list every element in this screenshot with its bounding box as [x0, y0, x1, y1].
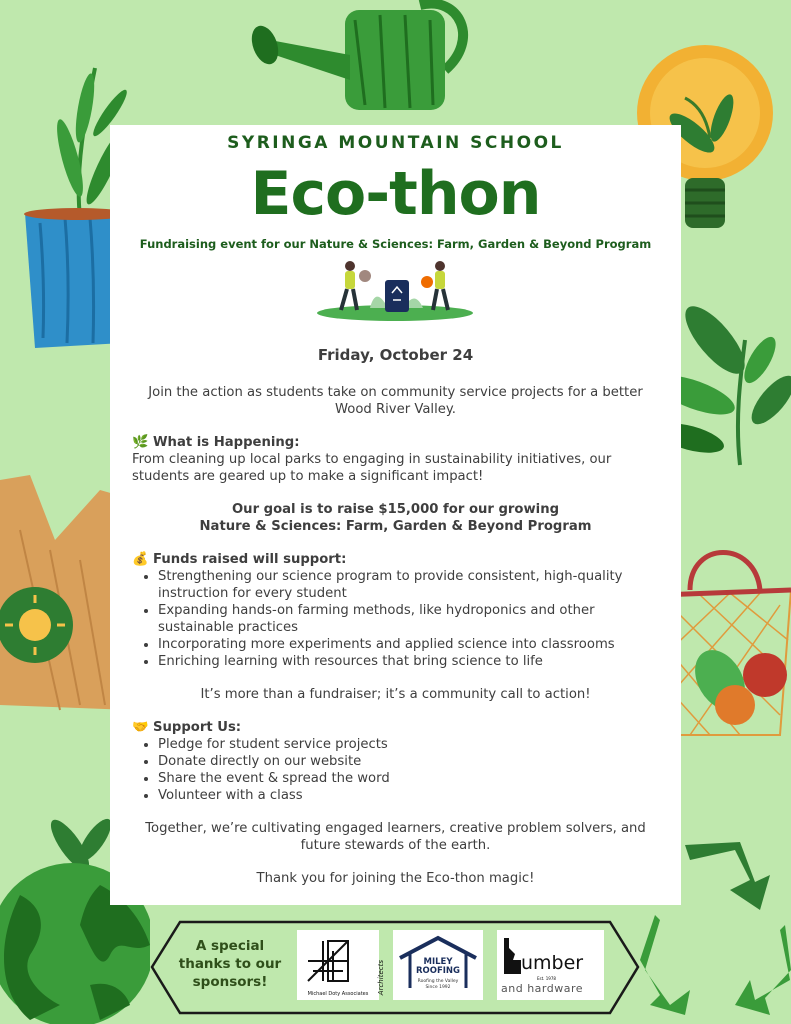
flyer-panel: [110, 125, 681, 905]
callout-text: It’s more than a fundraiser; it’s a community call to action!: [200, 687, 591, 702]
sponsor-logo-lumber: [497, 930, 604, 1000]
list-item: • Volunteer with a class: [158, 787, 659, 804]
list-item: • Pledge for student service projects: [158, 736, 659, 753]
thank-you-line: Thank you for joining the Eco-thon magic!: [256, 871, 535, 886]
event-title: Eco-thon: [250, 159, 541, 229]
watering-can-icon: [245, 0, 475, 125]
sponsor-logo-miley-roofing: [393, 930, 483, 1000]
goal-line-1: Our goal is to raise $15,000 for our growing: [231, 502, 560, 517]
happening-heading: 🌿 What is Happening:: [132, 435, 300, 450]
lumber-est: Est. 1978: [537, 976, 556, 981]
list-item: • Donate directly on our website: [158, 753, 659, 770]
support-list: [132, 736, 659, 804]
herb-icon: 🌿: [132, 435, 149, 450]
architects-caption: Michael Doty Associates: [307, 991, 369, 997]
lumber-sub: and hardware: [501, 982, 584, 995]
list-item: • Share the event & spread the word: [158, 770, 659, 787]
event-intro: Join the action as students take on community service projects for a better Wood River Valley.: [148, 385, 643, 417]
architect-mark-icon: [303, 936, 363, 986]
sponsor-logo-architects: [297, 930, 385, 1000]
lumber-name: umber: [521, 952, 584, 974]
miley-name-2: ROOFING: [415, 966, 461, 976]
list-item: • Strengthening our science program to provide consistent, high-quality instruction for every student: [158, 568, 659, 602]
school-name: SYRINGA MOUNTAIN SCHOOL: [227, 133, 564, 153]
list-item: • Incorporating more experiments and applied science into classrooms: [158, 636, 659, 653]
miley-name-1: MILEY: [423, 957, 453, 967]
miley-tagline-1: Roofing the Valley: [417, 979, 459, 984]
happening-text: From cleaning up local parks to engaging in sustainability initiatives, our students are geared up to make a significant impact!: [132, 452, 612, 484]
money-bag-icon: 💰: [132, 552, 149, 567]
event-subtitle: Fundraising event for our Nature & Sciences: Farm, Garden & Beyond Program: [139, 237, 652, 251]
handshake-icon: 🤝: [132, 720, 149, 735]
flyer-body: [132, 347, 659, 887]
funds-list: [132, 568, 659, 670]
closing-text: Together, we’re cultivating engaged learners, creative problem solvers, and future stewards of the earth.: [145, 821, 646, 853]
list-item: • Expanding hands-on farming methods, like hydroponics and other sustainable practices: [158, 602, 659, 636]
architects-label: Architects: [377, 960, 385, 996]
sponsor-thanks: A special thanks to our sponsors!: [178, 938, 282, 990]
support-heading: 🤝 Support Us:: [132, 720, 242, 735]
idaho-shape-icon: [501, 936, 523, 976]
miley-tagline-2: Since 1992: [425, 985, 451, 990]
event-date: Friday, October 24: [317, 346, 474, 364]
goal-line-2: Nature & Sciences: Farm, Garden & Beyond Program: [199, 519, 592, 534]
volunteers-recycling-illustration: [315, 258, 475, 323]
list-item: • Enriching learning with resources that bring science to life: [158, 653, 659, 670]
funds-heading: 💰 Funds raised will support:: [132, 552, 347, 567]
